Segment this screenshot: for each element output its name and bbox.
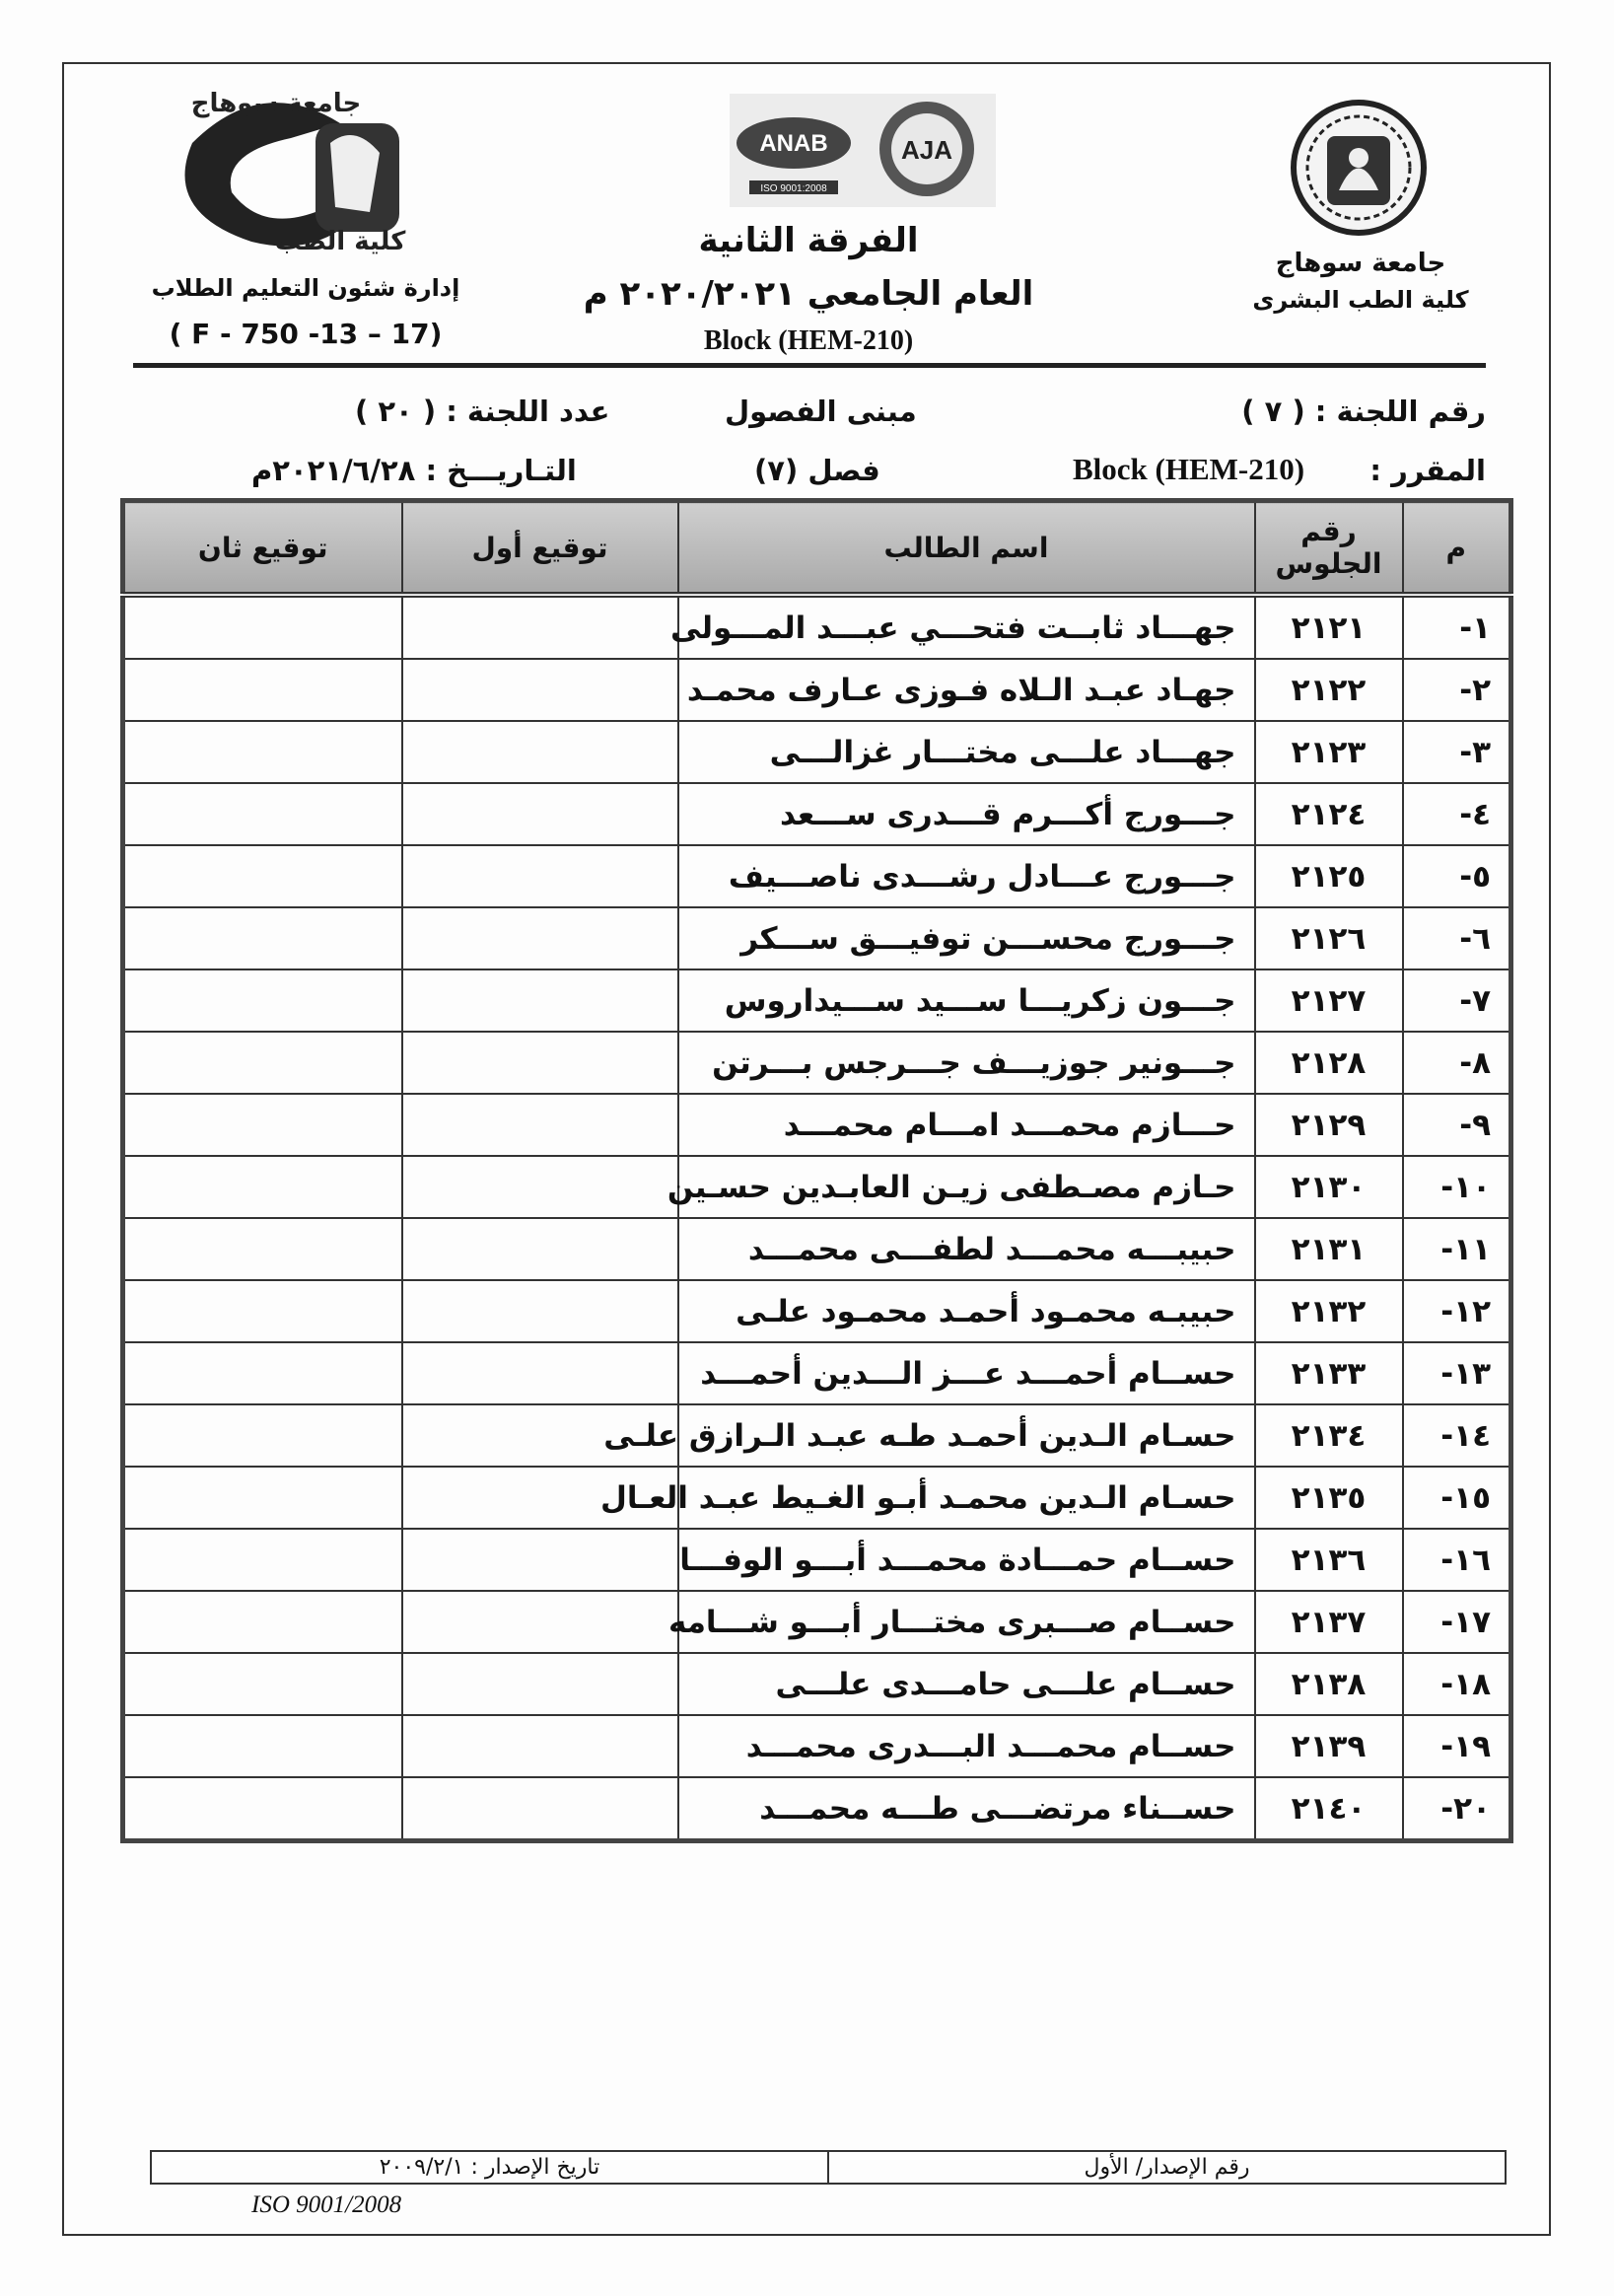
seat-number: ٢١٣٠: [1255, 1156, 1403, 1218]
second-signature-cell[interactable]: [123, 1467, 402, 1529]
seat-number: ٢١٣٣: [1255, 1342, 1403, 1404]
header-second-signature: توقيع ثان: [123, 501, 402, 596]
committee-count: عدد اللجنة : ( ٢٠ ): [355, 395, 610, 428]
table-row: [123, 1529, 1511, 1591]
row-index: ١٥-: [1403, 1467, 1511, 1529]
student-name: جـــورج عـــادل رشـــدى ناصـــيف: [678, 845, 1255, 907]
first-signature-cell[interactable]: [402, 969, 678, 1032]
row-index: ٤-: [1403, 783, 1511, 845]
second-signature-cell[interactable]: [123, 1280, 402, 1342]
row-index: ٨-: [1403, 1032, 1511, 1094]
student-roster-table: [120, 498, 1513, 1843]
aja-badge-text: AJA: [900, 135, 953, 165]
second-signature-cell[interactable]: [123, 1032, 402, 1094]
second-signature-cell[interactable]: [123, 969, 402, 1032]
row-index: ١٧-: [1403, 1591, 1511, 1653]
table-row: [123, 907, 1511, 969]
header-first-signature: توقيع أول: [402, 501, 678, 596]
seat-number: ٢١٣٤: [1255, 1404, 1403, 1467]
first-signature-cell[interactable]: [402, 1280, 678, 1342]
second-signature-cell[interactable]: [123, 1342, 402, 1404]
student-name: جهـاد عبـد الـلاه فـوزى عـارف محمـد: [678, 659, 1255, 721]
sohag-university-seal-logo: [1280, 97, 1438, 245]
seat-number: ٢١٢٨: [1255, 1032, 1403, 1094]
row-index: ٣-: [1403, 721, 1511, 783]
second-signature-cell[interactable]: [123, 907, 402, 969]
second-signature-cell[interactable]: [123, 1777, 402, 1841]
row-index: ٢-: [1403, 659, 1511, 721]
table-row: [123, 595, 1511, 659]
student-name: حســام علـــى حامـــدى علـــى: [678, 1653, 1255, 1715]
student-name: حســام أحمـــد عـــز الـــدين أحمـــد: [678, 1342, 1255, 1404]
block-code-header: Block (HEM-210): [703, 325, 914, 356]
table-row: [123, 1342, 1511, 1404]
form-code: ( F - 750 -13 – 17): [169, 318, 443, 350]
table-row: [123, 969, 1511, 1032]
student-name: حســناء مرتضـــى طـــه محمـــد: [678, 1777, 1255, 1841]
row-index: ١٠-: [1403, 1156, 1511, 1218]
header-seat-number: رقم الجلوس: [1255, 501, 1403, 596]
seat-number: ٢١٢٣: [1255, 721, 1403, 783]
row-index: ٢٠-: [1403, 1777, 1511, 1841]
table-row: [123, 1653, 1511, 1715]
row-index: ١٤-: [1403, 1404, 1511, 1467]
table-row: [123, 1280, 1511, 1342]
student-name: حسـام الـدين أحمـد طـه عبـد الـرازق علـى: [678, 1404, 1255, 1467]
seat-number: ٢١٣٦: [1255, 1529, 1403, 1591]
seat-number: ٢١٢٥: [1255, 845, 1403, 907]
table-row: [123, 1094, 1511, 1156]
row-index: ١٩-: [1403, 1715, 1511, 1777]
table-row: [123, 1404, 1511, 1467]
second-signature-cell[interactable]: [123, 1529, 402, 1591]
first-signature-cell[interactable]: [402, 1653, 678, 1715]
first-signature-cell[interactable]: [402, 1342, 678, 1404]
seat-number: ٢١٢٤: [1255, 783, 1403, 845]
committee-number: رقم اللجنة : ( ٧ ): [1241, 395, 1486, 428]
table-row: [123, 721, 1511, 783]
student-name: جهـــاد علـــى مختـــار غزالـــى: [678, 721, 1255, 783]
header-divider: [133, 363, 1486, 368]
student-name: حـازم مصـطفى زيـن العابـدين حسـين: [678, 1156, 1255, 1218]
first-signature-cell[interactable]: [402, 1218, 678, 1280]
first-signature-cell[interactable]: [402, 1529, 678, 1591]
accreditation-badges: [730, 94, 996, 207]
row-index: ٧-: [1403, 969, 1511, 1032]
table-row: [123, 1715, 1511, 1777]
issue-number: رقم الإصدار/ الأول: [1084, 2155, 1250, 2180]
row-index: ٥-: [1403, 845, 1511, 907]
right-faculty-name: كلية الطب البشرى: [1252, 286, 1469, 314]
first-signature-cell[interactable]: [402, 721, 678, 783]
logo-arc-text-bottom: كلية الطب: [274, 227, 406, 256]
first-signature-cell[interactable]: [402, 783, 678, 845]
first-signature-cell[interactable]: [402, 1032, 678, 1094]
second-signature-cell[interactable]: [123, 783, 402, 845]
header-index: م: [1403, 501, 1511, 596]
second-signature-cell[interactable]: [123, 1715, 402, 1777]
student-name: جـــونير جوزيـــف جـــرجس بـــرتن: [678, 1032, 1255, 1094]
student-affairs-dept: إدارة شئون التعليم الطلاب: [151, 274, 460, 302]
building-name: مبنى الفصول: [725, 395, 917, 428]
course-label: المقرر :: [1369, 454, 1486, 487]
student-name: حسـام الـدين محمـد أبـو الغـيط عبـد العـال: [678, 1467, 1255, 1529]
iso-standard: ISO 9001/2008: [251, 2191, 402, 2218]
first-signature-cell[interactable]: [402, 845, 678, 907]
row-index: ١١-: [1403, 1218, 1511, 1280]
issue-date: تاريخ الإصدار : ٢٠٠٩/٢/١: [152, 2152, 829, 2183]
second-signature-cell[interactable]: [123, 1156, 402, 1218]
logo-arc-text-top: جامعة سوهاج: [190, 89, 362, 118]
row-index: ١٦-: [1403, 1529, 1511, 1591]
seat-number: ٢١٣٩: [1255, 1715, 1403, 1777]
first-signature-cell[interactable]: [402, 1591, 678, 1653]
course-value: Block (HEM-210): [1073, 452, 1305, 486]
row-index: ١-: [1403, 595, 1511, 659]
student-level: الفرقة الثانية: [698, 221, 919, 260]
first-signature-cell[interactable]: [402, 659, 678, 721]
student-name: حبيبـه محمـود أحمـد محمـود علـى: [678, 1280, 1255, 1342]
row-index: ١٢-: [1403, 1280, 1511, 1342]
second-signature-cell[interactable]: [123, 1094, 402, 1156]
academic-year: العام الجامعي ٢٠٢٠/٢٠٢١ م: [583, 274, 1034, 314]
student-name: جـــون زكريـــا ســـيد ســـيداروس: [678, 969, 1255, 1032]
table-row: [123, 1467, 1511, 1529]
seat-number: ٢١٢٧: [1255, 969, 1403, 1032]
seat-number: ٢١٢٦: [1255, 907, 1403, 969]
table-row: [123, 1777, 1511, 1841]
second-signature-cell[interactable]: [123, 1404, 402, 1467]
table-row: [123, 659, 1511, 721]
seat-number: ٢١٢١: [1255, 595, 1403, 659]
first-signature-cell[interactable]: [402, 595, 678, 659]
student-name: جهـــاد ثابــت فتحـــي عبـــد المـــولى: [678, 595, 1255, 659]
anab-badge-text: ANAB: [759, 130, 828, 157]
seat-number: ٢١٢٩: [1255, 1094, 1403, 1156]
seat-number: ٢١٣١: [1255, 1218, 1403, 1280]
table-header-row: [123, 501, 1511, 596]
student-name: جـــورج محســـن توفيـــق ســـكر: [678, 907, 1255, 969]
seat-number: ٢١٣٢: [1255, 1280, 1403, 1342]
second-signature-cell[interactable]: [123, 1653, 402, 1715]
table-row: [123, 783, 1511, 845]
second-signature-cell[interactable]: [123, 1218, 402, 1280]
faculty-of-medicine-logo: [143, 84, 409, 261]
second-signature-cell[interactable]: [123, 595, 402, 659]
row-index: ٦-: [1403, 907, 1511, 969]
first-signature-cell[interactable]: [402, 1715, 678, 1777]
row-index: ١٣-: [1403, 1342, 1511, 1404]
seat-number: ٢١٣٨: [1255, 1653, 1403, 1715]
table-row: [123, 1156, 1511, 1218]
second-signature-cell[interactable]: [123, 845, 402, 907]
table-row: [123, 845, 1511, 907]
seat-number: ٢١٤٠: [1255, 1777, 1403, 1841]
student-name: حســام محمـــد البـــدرى محمـــد: [678, 1715, 1255, 1777]
table-row: [123, 1591, 1511, 1653]
first-signature-cell[interactable]: [402, 1156, 678, 1218]
row-index: ٩-: [1403, 1094, 1511, 1156]
right-university-name: جامعة سوهاج: [1275, 249, 1446, 278]
class-name: فصل (٧): [754, 454, 880, 487]
first-signature-cell[interactable]: [402, 907, 678, 969]
second-signature-cell[interactable]: [123, 1591, 402, 1653]
student-name: حســام صـــبرى مختـــار أبـــو شـــامه: [678, 1591, 1255, 1653]
student-name: حســام حمـــادة محمـــد أبـــو الوفـــا: [678, 1529, 1255, 1591]
second-signature-cell[interactable]: [123, 659, 402, 721]
iso-badge-sub: ISO 9001:2008: [760, 183, 827, 194]
seat-number: ٢١٢٢: [1255, 659, 1403, 721]
student-name: حبيبـــه محمـــد لطفـــى محمـــد: [678, 1218, 1255, 1280]
header-student-name: اسم الطالب: [678, 501, 1255, 596]
seat-number: ٢١٣٧: [1255, 1591, 1403, 1653]
second-signature-cell[interactable]: [123, 721, 402, 783]
table-row: [123, 1032, 1511, 1094]
seat-number: ٢١٣٥: [1255, 1467, 1403, 1529]
student-name: جـــورج أكـــرم قـــدرى ســـعد: [678, 783, 1255, 845]
issue-info-box: [150, 2150, 1507, 2185]
first-signature-cell[interactable]: [402, 1094, 678, 1156]
exam-date: التـاريـــخ : ٢٠٢١/٦/٢٨م: [251, 454, 577, 487]
row-index: ١٨-: [1403, 1653, 1511, 1715]
table-row: [123, 1218, 1511, 1280]
student-name: حـــازم محمـــد امـــام محمـــد: [678, 1094, 1255, 1156]
first-signature-cell[interactable]: [402, 1777, 678, 1841]
